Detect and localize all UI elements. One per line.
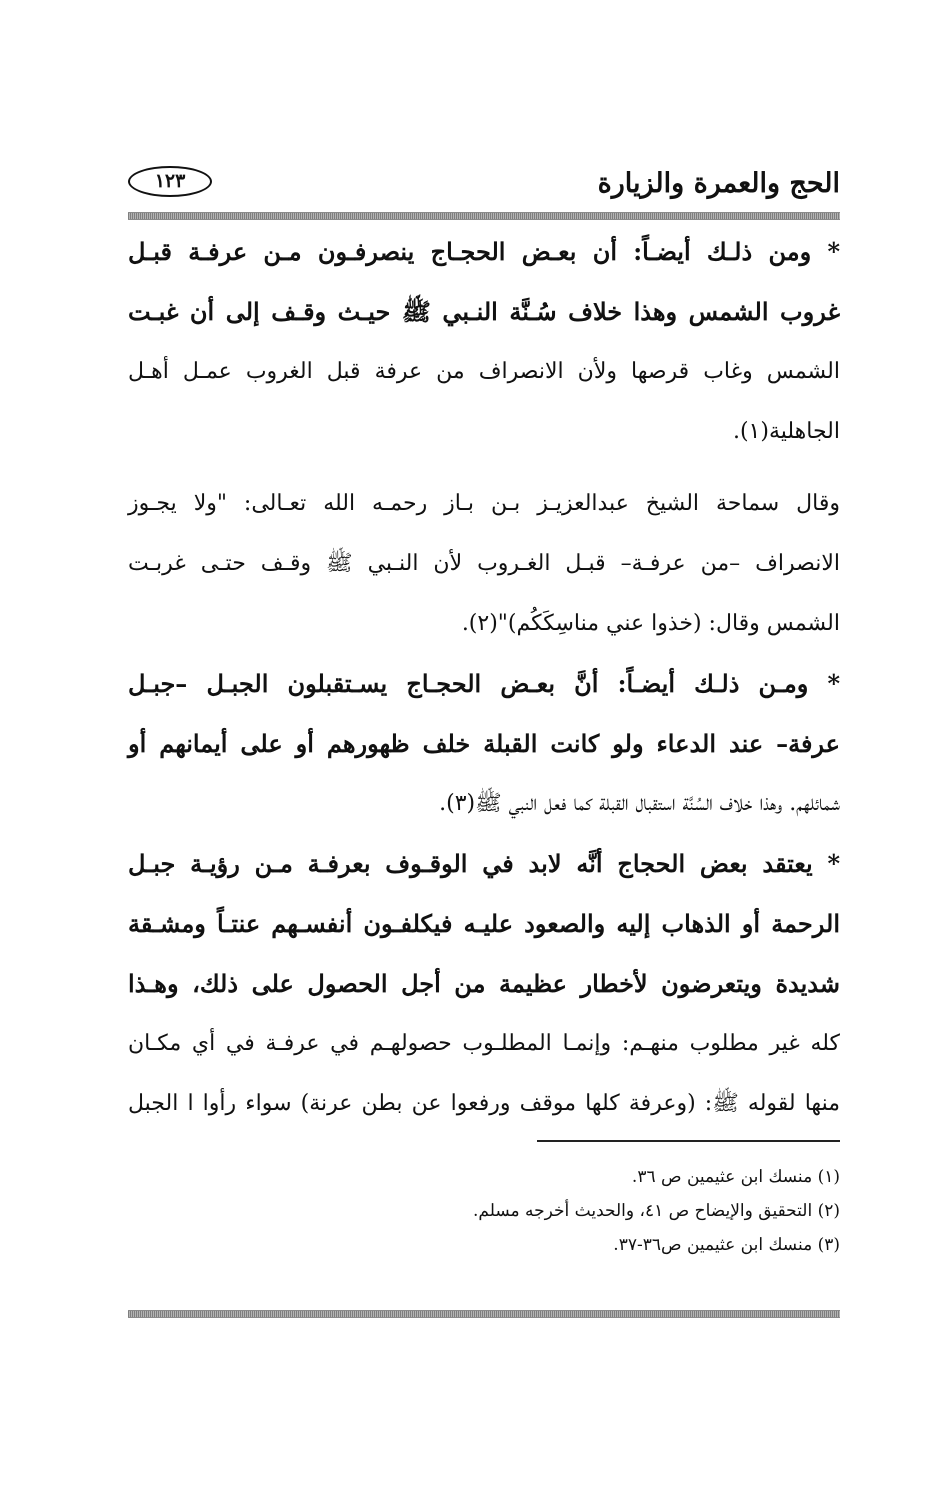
body-line: منها لقوله ﷺ: (وعرفة كلها موقف ورفعوا عن بطن عرنة) سواء رأوا ا الجبل [128,1091,840,1116]
body-line: الشمس وغاب قرصها ولأن الانصراف من عرفة قبل الغروب عمـل أهـل [128,359,840,384]
body-line: الرحمة أو الذهاب إليه والصعود عليـه فيكلفـون أنفسـهم عنتـاً ومشـقة [128,909,840,938]
body-line: شمائلهم. وهذا خلاف السُنَّة استقبال القبلة كما فعل النبي ﷺ(٣). [439,791,840,816]
page-number: ١٢٣ [154,170,186,192]
page-header [128,164,840,206]
body-line: * ومن ذلـك أيضـاً: أن بعـض الحجـاج ينصرفـون مـن عرفـة قبـل [128,237,840,266]
body-line: كله غير مطلوب منهـم: وإنمـا المطلـوب حصولهـم في عرفـة في أي مكـان [128,1031,840,1056]
body-line: * يعتقد بعض الحجاج أنَّه لابد في الوقـوف بعرفـة مـن رؤيـة جبـل [128,849,840,878]
footnote: (٣) منسك ابن عثيمين ص٣٦-٣٧. [613,1235,840,1255]
body-line: * ومـن ذلـك أيضـاً: أنَّ بعـض الحجـاج يسـتقبلون الجبـل –جبـل [128,669,840,698]
body-line: عرفة– عند الدعاء ولو كانت القبلة خلف ظهورهم أو على أيمانهم أو [128,729,840,758]
footnotes [128,1160,840,1262]
body-line: وقال سماحة الشيخ عبدالعزيـز بـن بـاز رحمـه الله تعـالى: "ولا يجـوز [128,491,840,516]
body-line: الجاهلية(١). [732,419,840,444]
book-title: الحج والعمرة والزيارة [597,168,840,199]
body-line: غروب الشمس وهذا خلاف سُـنَّة النـبي ﷺ حيـث وقـف إلى أن غبـت [128,297,840,326]
footnote-separator [537,1140,840,1142]
header-divider [128,212,840,220]
footnote: (١) منسك ابن عثيمين ص ٣٦. [631,1167,840,1187]
page-body [128,222,840,1134]
footnote: (٢) التحقيق والإيضاح ص ٤١، والحديث أخرجه مسلم. [473,1201,840,1221]
footer-divider [128,1310,840,1318]
body-line: الانصراف –من عرفـة– قبـل الغـروب لأن النـبي ﷺ وقـف حتـى غربـت [128,551,840,576]
body-line: الشمس وقال: (خذوا عني مناسِكَكُم)"(٢). [461,611,840,636]
body-line: شديدة ويتعرضون لأخطار عظيمة من أجل الحصول على ذلك، وهـذا [128,969,840,998]
page-number-badge [128,166,212,197]
